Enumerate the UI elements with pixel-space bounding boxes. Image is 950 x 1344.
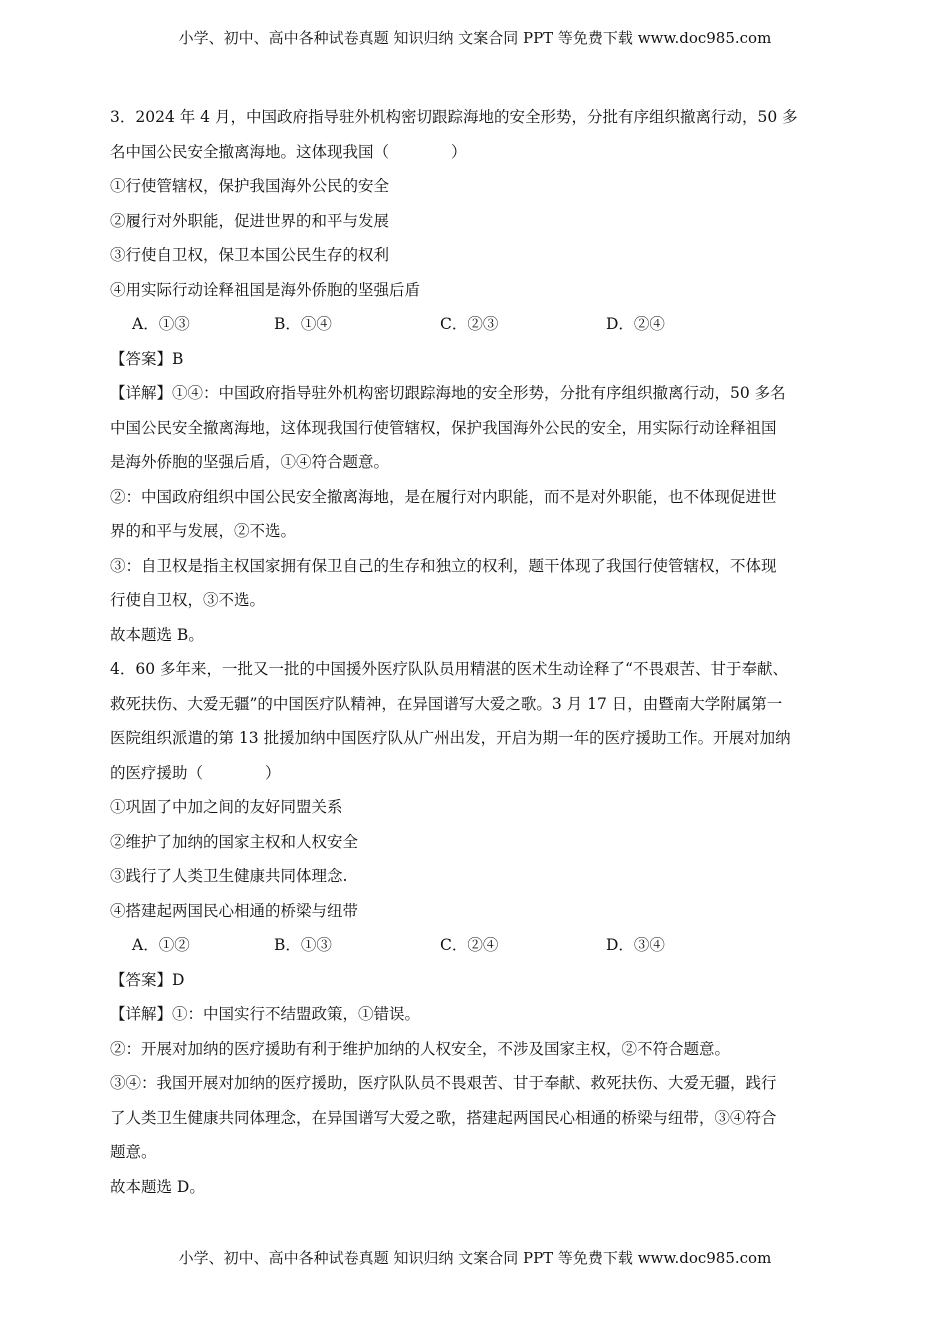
q3-explanation-line: 【详解】①④：中国政府指导驻外机构密切跟踪海地的安全形势，分批有序组织撤离行动，50 多名: [110, 384, 786, 402]
q4-stem-line: 的医疗援助（ ）: [110, 763, 281, 782]
q3-stem-line: 名中国公民安全撤离海地。这体现我国（ ）: [110, 142, 467, 161]
q3-choices: [110, 307, 845, 342]
q4-statement: ④搭建起两国民心相通的桥梁与纽带: [110, 901, 359, 920]
q4-choice-a: A．①②: [132, 936, 190, 954]
question-3: [110, 100, 845, 652]
q4-statement: ②维护了加纳的国家主权和人权安全: [110, 832, 359, 851]
q3-stem-line: 3．2024 年 4 月，中国政府指导驻外机构密切跟踪海地的安全形势，分批有序组织撤离行动，50 多: [110, 108, 798, 126]
q4-explanation-line: ③④：我国开展对加纳的医疗援助，医疗队队员不畏艰苦、甘于奉献、救死扶伤、大爱无疆，践行: [110, 1074, 777, 1092]
q4-choices: [110, 928, 845, 963]
page-footer: 小学、初中、高中各种试卷真题 知识归纳 文案合同 PPT 等免费下载 www.doc985.com: [178, 1249, 772, 1267]
q4-explanation-line: ②：开展对加纳的医疗援助有利于维护加纳的人权安全，不涉及国家主权，②不符合题意。: [110, 1039, 731, 1058]
q3-statement: ④用实际行动诠释祖国是海外侨胞的坚强后盾: [110, 280, 421, 299]
q4-answer: 【答案】D: [110, 970, 185, 989]
document-body: [110, 100, 845, 1204]
q4-stem-line: 4．60 多年来，一批又一批的中国援外医疗队队员用精湛的医术生动诠释了“不畏艰苦、甘于奉献、: [110, 660, 788, 678]
q4-stem-line: 医院组织派遣的第 13 批援加纳中国医疗队从广州出发，开启为期一年的医疗援助工作。开展对加纳: [110, 729, 791, 747]
page-header: 小学、初中、高中各种试卷真题 知识归纳 文案合同 PPT 等免费下载 www.doc985.com: [178, 29, 772, 47]
q4-choice-d: D．③④: [606, 936, 665, 954]
q4-explanation-line: 故本题选 D。: [110, 1177, 205, 1196]
q3-choice-a: A．①③: [132, 315, 190, 333]
question-4: [110, 652, 845, 1204]
q4-statement: ①巩固了中加之间的友好同盟关系: [110, 798, 343, 816]
q4-stem-line: 救死扶伤、大爱无疆”的中国医疗队精神，在异国谱写大爱之歌。3 月 17 日，由暨南大学附属第一: [110, 694, 783, 713]
q3-choice-b: B．①④: [274, 315, 332, 333]
q3-explanation-line: ③：自卫权是指主权国家拥有保卫自己的生存和独立的权利，题干体现了我国行使管辖权，不体现: [110, 556, 777, 575]
q4-explanation-line: 题意。: [110, 1143, 157, 1161]
q3-statement: ②履行对外职能，促进世界的和平与发展: [110, 211, 390, 230]
q4-choice-c: C．②④: [440, 936, 499, 954]
q3-explanation-line: 中国公民安全撤离海地，这体现我国行使管辖权，保护我国海外公民的安全，用实际行动诠释祖国: [110, 418, 777, 437]
q4-explanation-line: 【详解】①：中国实行不结盟政策，①错误。: [110, 1005, 421, 1023]
q3-explanation-line: 行使自卫权，③不选。: [110, 591, 266, 609]
q3-explanation-line: 界的和平与发展，②不选。: [110, 522, 297, 540]
q3-explanation-line: 故本题选 B。: [110, 625, 204, 644]
q3-answer: 【答案】B: [110, 349, 184, 368]
q3-explanation-line: ②：中国政府组织中国公民安全撤离海地，是在履行对内职能，而不是对外职能，也不体现促进世: [110, 487, 777, 506]
q4-statement: ③践行了人类卫生健康共同体理念.: [110, 867, 348, 885]
q4-choice-b: B．①③: [274, 936, 332, 954]
q3-explanation-line: 是海外侨胞的坚强后盾，①④符合题意。: [110, 453, 390, 471]
q3-choice-d: D．②④: [606, 315, 665, 333]
q3-statement: ①行使管辖权，保护我国海外公民的安全: [110, 177, 390, 195]
q4-explanation-line: 了人类卫生健康共同体理念，在异国谱写大爱之歌，搭建起两国民心相通的桥梁与纽带，③④符合: [110, 1108, 777, 1127]
q3-statement: ③行使自卫权，保卫本国公民生存的权利: [110, 246, 390, 264]
q3-choice-c: C．②③: [440, 315, 499, 333]
